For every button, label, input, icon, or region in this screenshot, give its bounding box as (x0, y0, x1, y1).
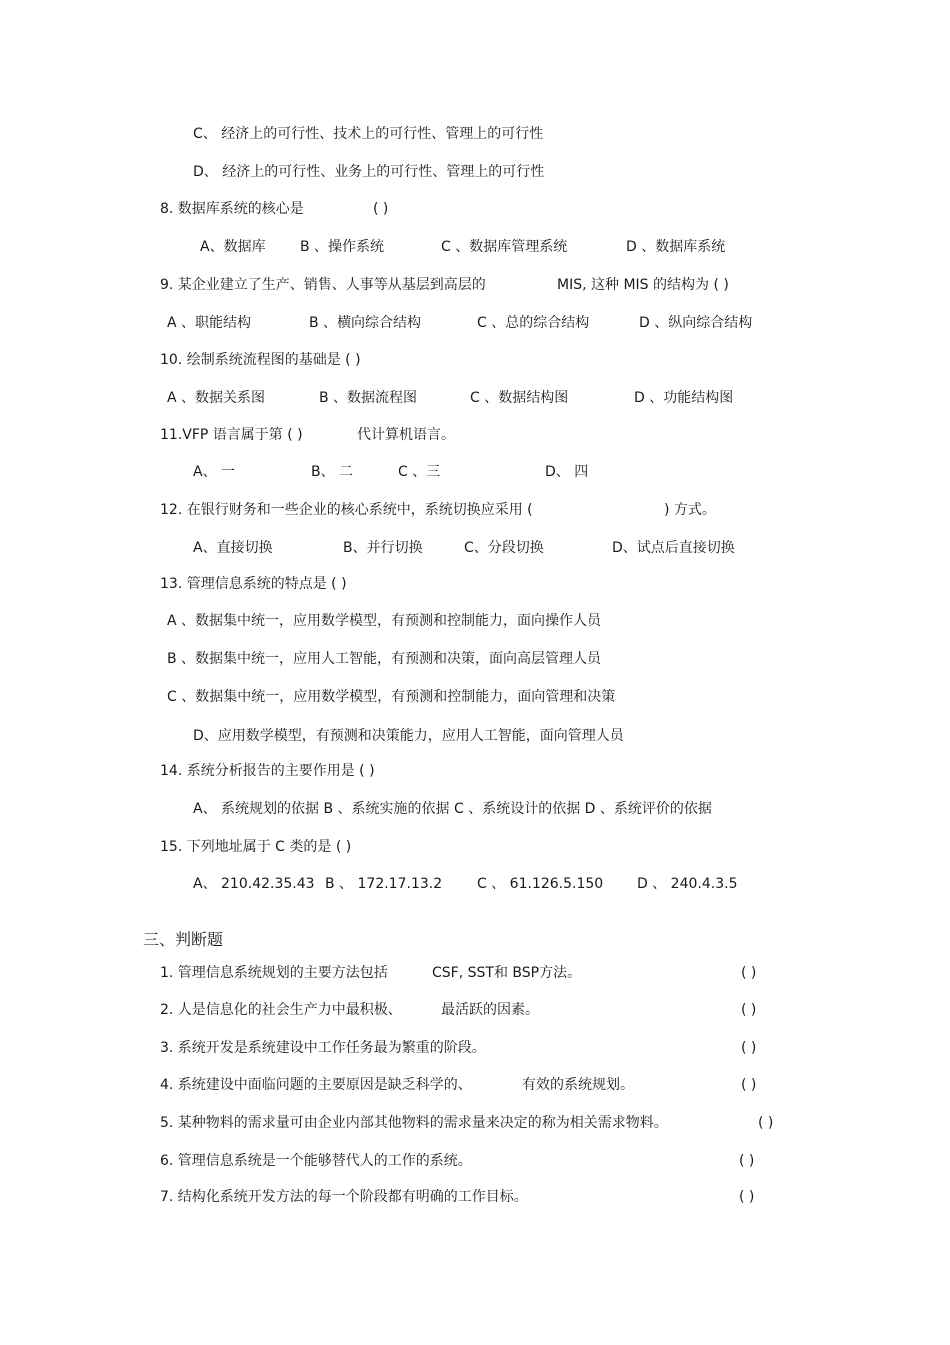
q13-option-a: A 、数据集中统一，应用数学模型，有预测和控制能力，面向操作人员 (167, 613, 602, 629)
q7-option-c: C、 经济上的可行性、技术上的可行性、管理上的可行性 (193, 126, 544, 142)
q15-option-d: D 、 240.4.3.5 (637, 876, 738, 892)
q10-stem: 10. 绘制系统流程图的基础是 ( ) (160, 352, 361, 368)
q11-option-c: C 、三 (398, 464, 441, 480)
q11-option-b: B、 二 (311, 464, 354, 480)
q8-stem: 8. 数据库系统的核心是 (160, 201, 304, 217)
q11-stem-tail: 代计算机语言。 (357, 427, 455, 443)
judge-answer-blank: ( ) (741, 965, 757, 981)
q8-option-b: B 、操作系统 (300, 239, 385, 255)
q9-option-d: D 、纵向综合结构 (639, 315, 753, 331)
judge-answer-blank: ( ) (741, 1040, 757, 1056)
q12-option-c: C、分段切换 (464, 540, 544, 556)
judge-answer-blank: ( ) (739, 1153, 755, 1169)
q15-option-b: B 、 172.17.13.2 (325, 876, 443, 892)
q9-stem: 9. 某企业建立了生产、销售、人事等从基层到高层的 (160, 277, 486, 293)
judge-answer-blank: ( ) (741, 1002, 757, 1018)
q11-option-a: A、 一 (193, 464, 236, 480)
q12-stem: 12. 在银行财务和一些企业的核心系统中，系统切换应采用 ( (160, 502, 533, 518)
q8-option-c: C 、数据库管理系统 (441, 239, 568, 255)
q9-option-b: B 、横向综合结构 (309, 315, 422, 331)
q9-stem-tail: MIS, 这种 MIS 的结构为 ( ) (557, 277, 729, 293)
q15-option-a: A、 210.42.35.43 (193, 876, 315, 892)
section-title: 三、判断题 (143, 930, 224, 949)
q10-option-a: A 、数据关系图 (167, 390, 266, 406)
q12-stem-tail: ) 方式。 (664, 502, 716, 518)
judge-item-text: 7. 结构化系统开发方法的每一个阶段都有明确的工作目标。 (160, 1189, 528, 1205)
judge-item-text: 3. 系统开发是系统建设中工作任务最为繁重的阶段。 (160, 1040, 486, 1056)
judge-item-text-tail: 最活跃的因素。 (441, 1002, 539, 1018)
q15-stem: 15. 下列地址属于 C 类的是 ( ) (160, 839, 352, 855)
q9-option-c: C 、总的综合结构 (477, 315, 590, 331)
q11-option-d: D、 四 (545, 464, 589, 480)
q12-option-b: B、并行切换 (343, 540, 423, 556)
judge-item-text: 1. 管理信息系统规划的主要方法包括 (160, 965, 388, 981)
judge-answer-blank: ( ) (741, 1077, 757, 1093)
q8-option-d: D 、数据库系统 (626, 239, 726, 255)
q13-option-c: C 、数据集中统一，应用数学模型，有预测和控制能力，面向管理和决策 (167, 689, 616, 705)
q13-option-d: D、应用数学模型，有预测和决策能力，应用人工智能，面向管理人员 (193, 728, 624, 744)
judge-answer-blank: ( ) (758, 1115, 774, 1131)
judge-item-text: 4. 系统建设中面临问题的主要原因是缺乏科学的、 (160, 1077, 472, 1093)
q11-stem: 11.VFP 语言属于第 ( ) (160, 427, 303, 443)
q12-option-d: D、试点后直接切换 (612, 540, 735, 556)
q8-option-a: A、数据库 (200, 239, 266, 255)
q10-option-c: C 、数据结构图 (470, 390, 569, 406)
judge-item-text: 5. 某种物料的需求量可由企业内部其他物料的需求量来决定的称为相关需求物料。 (160, 1115, 668, 1131)
q9-option-a: A 、职能结构 (167, 315, 252, 331)
q13-option-b: B 、数据集中统一，应用人工智能，有预测和决策，面向高层管理人员 (167, 651, 602, 667)
q10-option-d: D 、功能结构图 (634, 390, 734, 406)
judge-item-text: 6. 管理信息系统是一个能够替代人的工作的系统。 (160, 1153, 472, 1169)
q7-option-d: D、 经济上的可行性、业务上的可行性、管理上的可行性 (193, 164, 545, 180)
judge-item-text-tail: CSF, SST和 BSP方法。 (432, 965, 582, 981)
q10-option-b: B 、数据流程图 (319, 390, 418, 406)
judge-item-text-tail: 有效的系统规划。 (522, 1077, 634, 1093)
q12-option-a: A、直接切换 (193, 540, 273, 556)
q14-options: A、 系统规划的依据 B 、系统实施的依据 C 、系统设计的依据 D 、系统评价的依据 (193, 801, 712, 817)
judge-answer-blank: ( ) (739, 1189, 755, 1205)
q15-option-c: C 、 61.126.5.150 (477, 876, 604, 892)
q14-stem: 14. 系统分析报告的主要作用是 ( ) (160, 763, 375, 779)
q13-stem: 13. 管理信息系统的特点是 ( ) (160, 576, 347, 592)
q8-blank: ( ) (373, 201, 389, 217)
judge-item-text: 2. 人是信息化的社会生产力中最积极、 (160, 1002, 402, 1018)
